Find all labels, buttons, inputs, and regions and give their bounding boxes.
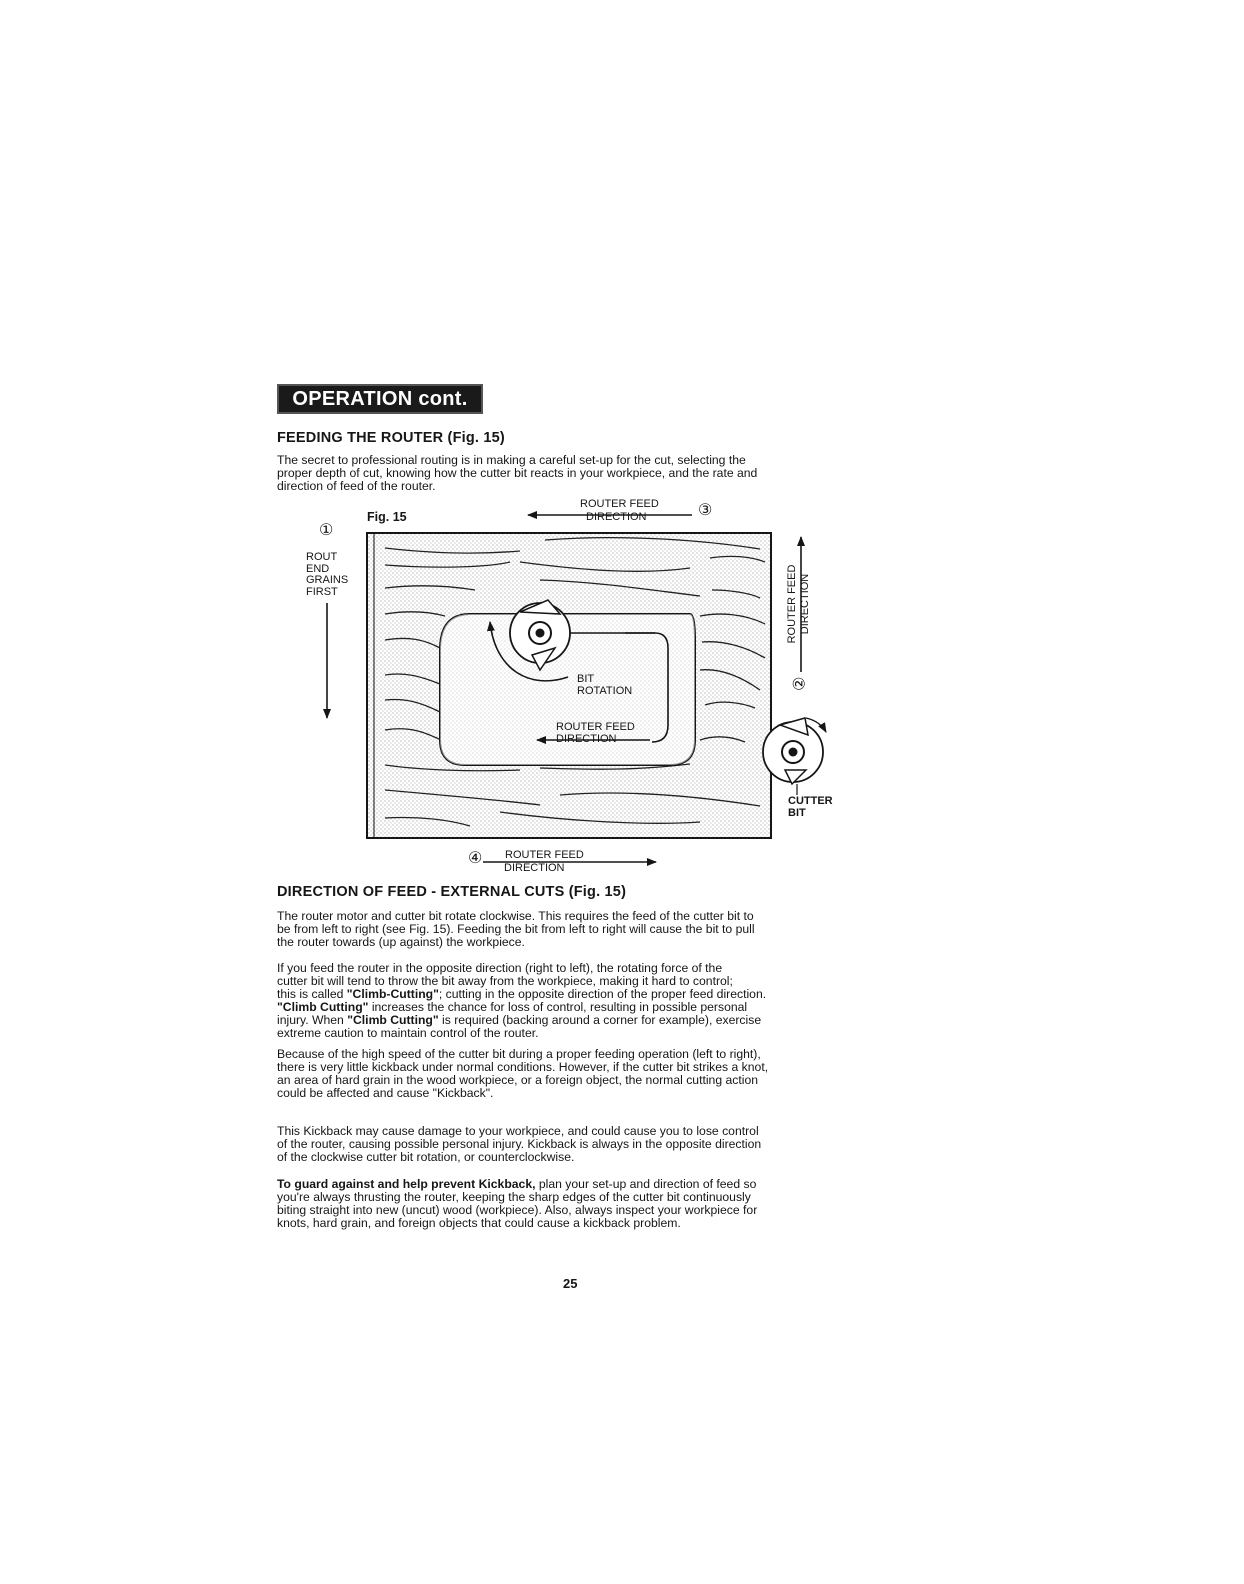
text-line: FIRST <box>306 585 338 598</box>
rout-end-grains-label <box>306 552 348 598</box>
text-line: proper depth of cut, knowing how the cutter bit reacts in your workpiece, and the rate and <box>277 466 758 480</box>
text-line: could be affected and cause "Kickback". <box>277 1086 494 1100</box>
emphasis-climb-cutting: "Climb Cutting" <box>347 1013 439 1027</box>
text-line: cutter bit will tend to throw the bit away from the workpiece, making it hard to control; <box>277 974 733 988</box>
marker-2: ② <box>791 676 809 691</box>
figure-label: Fig. 15 <box>367 510 407 524</box>
text-line: BIT <box>577 673 595 685</box>
emphasis-kickback-guard: To guard against and help prevent Kickback, <box>277 1177 536 1191</box>
text-line: be from left to right (see Fig. 15). Feeding the bit from left to right will cause the bit to pull <box>277 922 755 936</box>
right-feed-label-2: DIRECTION <box>799 573 811 635</box>
external-paragraph-5 <box>277 1178 877 1230</box>
top-feed-label-1: ROUTER FEED <box>580 498 659 510</box>
text-line: of the clockwise cutter bit rotation, or counterclockwise. <box>277 1150 575 1164</box>
text-line: BIT <box>788 806 806 819</box>
section-banner-text: OPERATION cont. <box>292 387 468 410</box>
top-feed-label-2: DIRECTION <box>586 511 647 523</box>
cutter-bit-label <box>788 796 833 819</box>
text-line: biting straight into new (uncut) wood (workpiece). Also, always inspect your workpiece for <box>277 1203 758 1217</box>
text-run: ; cutting in the opposite direction of the proper feed direction. <box>438 987 767 1001</box>
external-paragraph-3 <box>277 1048 877 1100</box>
text-line: Because of the high speed of the cutter bit during a proper feeding operation (left to right), <box>277 1047 761 1061</box>
text-line: of the router, causing possible personal injury. Kickback is always in the opposite direction <box>277 1137 762 1151</box>
text-line: you're always thrusting the router, keeping the sharp edges of the cutter bit continuously <box>277 1190 751 1204</box>
bit-rotation-label <box>577 674 632 697</box>
emphasis-climb-cutting: "Climb Cutting" <box>277 1000 369 1014</box>
text-line: END <box>306 562 330 575</box>
marker-3: ③ <box>698 502 713 519</box>
text-line: extreme caution to maintain control of the router. <box>277 1026 539 1040</box>
marker-1: ① <box>319 522 334 539</box>
text-line: knots, hard grain, and foreign objects that could cause a kickback problem. <box>277 1216 681 1230</box>
text-line: direction of feed of the router. <box>277 479 436 493</box>
text-line: This Kickback may cause damage to your workpiece, and could cause you to lose control <box>277 1124 759 1138</box>
text-line: CUTTER <box>788 795 833 807</box>
page-number: 25 <box>563 1276 578 1291</box>
text-line: If you feed the router in the opposite direction (right to left), the rotating force of the <box>277 961 723 975</box>
text-line: ROUTER FEED <box>556 721 635 733</box>
text-run: plan your set-up and direction of feed so <box>535 1177 757 1191</box>
text-line: there is very little kickback under normal conditions. However, if the cutter bit strikes a knot, <box>277 1060 769 1074</box>
emphasis-climb-cutting: "Climb-Cutting" <box>346 987 439 1001</box>
text-line: ROUT <box>306 551 338 563</box>
text-line: DIRECTION <box>556 732 617 745</box>
right-feed-label-1: ROUTER FEED <box>786 564 798 644</box>
text-line: The router motor and cutter bit rotate clockwise. This requires the feed of the cutter bit to <box>277 909 754 923</box>
text-run: increases the chance for loss of control, resulting in possible personal <box>368 1000 748 1014</box>
external-paragraph-2 <box>277 962 877 1040</box>
text-line: the router towards (up against) the workpiece. <box>277 935 525 949</box>
text-run: injury. When <box>277 1013 348 1027</box>
text-line: GRAINS <box>306 574 349 586</box>
text-run: is required (backing around a corner for example), exercise <box>438 1013 762 1027</box>
text-line: an area of hard grain in the wood workpiece, or a foreign object, the normal cutting action <box>277 1073 759 1087</box>
inner-feed-label <box>556 722 635 745</box>
feeding-heading: FEEDING THE ROUTER (Fig. 15) <box>277 430 505 446</box>
external-paragraph-1 <box>277 910 877 949</box>
external-cuts-heading: DIRECTION OF FEED - EXTERNAL CUTS (Fig. 15) <box>277 884 627 900</box>
bottom-feed-label-2: DIRECTION <box>504 862 565 874</box>
bottom-feed-label-1: ROUTER FEED <box>505 849 584 861</box>
marker-4: ④ <box>468 850 483 867</box>
text-line: The secret to professional routing is in making a careful set-up for the cut, selecting the <box>277 453 746 467</box>
external-paragraph-4 <box>277 1125 877 1164</box>
text-line: ROTATION <box>577 684 633 697</box>
text-run: this is called <box>277 987 347 1001</box>
